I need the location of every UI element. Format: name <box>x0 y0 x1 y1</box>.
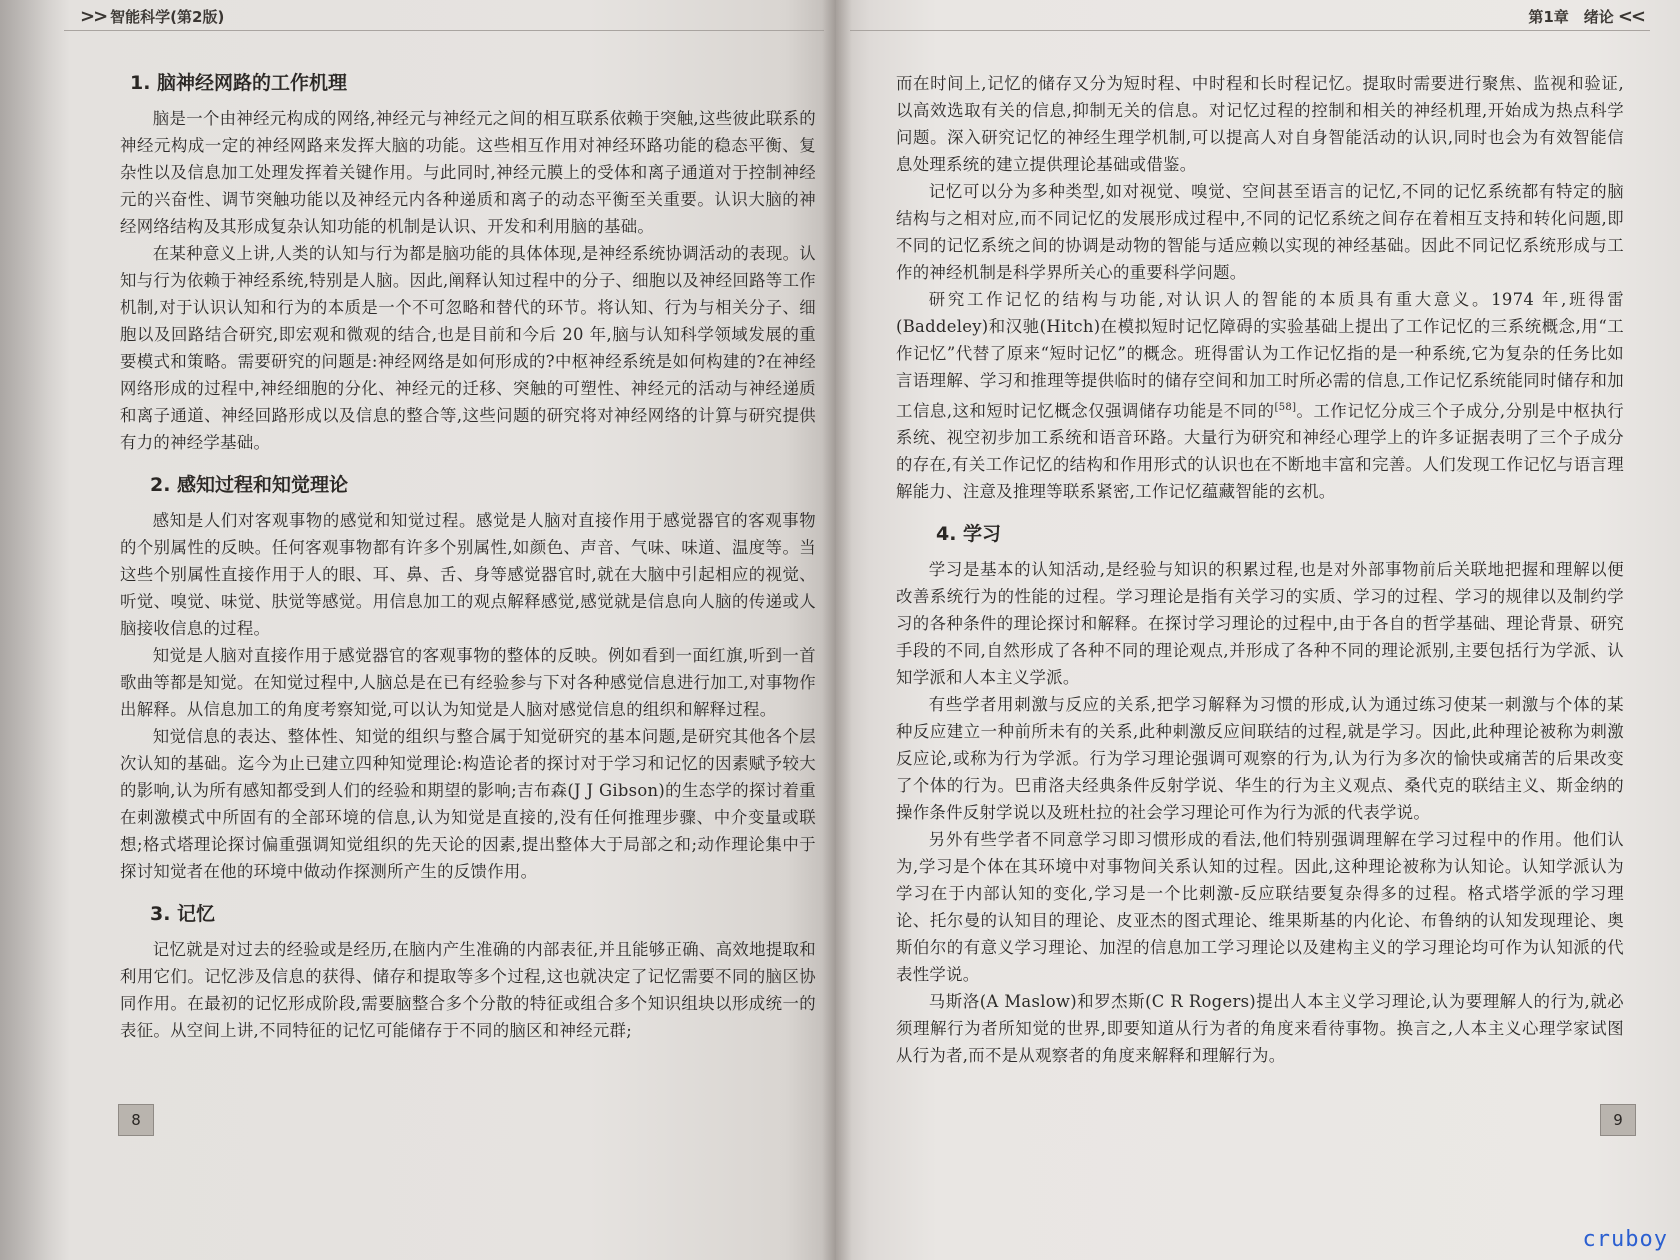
paragraph-text: 研究工作记忆的结构与功能,对认识人的智能的本质具有重大意义。1974 年,班得雷(Baddeley)和汉驰(Hitch)在模拟短时记忆障碍的实验基础上提出了工作记忆的三系统概念,用“工作记忆”代替了原来“短时记忆”的概念。班得雷认为工作记忆指的是一种系统,它为复杂的任务比如言语理解、学习和推理等提供临时的储存空间和加工时所必需的信息,工作记忆系统能同时储存和加工信息,这和短时记忆概念仅强调储存功能是不同的 <box>896 290 1624 421</box>
page-number: 9 <box>1600 1104 1636 1136</box>
paragraph: 而在时间上,记忆的储存又分为短时程、中时程和长时程记忆。提取时需要进行聚焦、监视和验证,以高效选取有关的信息,抑制无关的信息。对记忆过程的控制和相关的神经机理,开始成为热点科学问题。深入研究记忆的神经生理学机制,可以提高人对自身智能活动的认识,同时也会为有效智能信息处理系统的建立提供理论基础或借鉴。 <box>896 74 1624 174</box>
paragraph: 有些学者用刺激与反应的关系,把学习解释为习惯的形成,认为通过练习使某一刺激与个体的某种反应建立一种前所未有的关系,此种刺激反应间联结的过程,就是学习。因此,此种理论被称为刺激反应论,或称为行为学派。行为学习理论强调可观察的行为,认为行为多次的愉快或痛苦的后果改变了个体的行为。巴甫洛夫经典条件反射学说、华生的行为主义观点、桑代克的联结主义、斯金纳的操作条件反射学说以及班杜拉的社会学习理论可作为行为派的代表学说。 <box>896 695 1624 823</box>
paragraph: 知觉信息的表达、整体性、知觉的组织与整合属于知觉研究的基本问题,是研究其他各个层次认知的基础。迄今为止已建立四种知觉理论:构造论者的探讨对于学习和记忆的因素赋予较大的影响,认为所有感知都受到人们的经验和期望的影响;吉布森(J J Gibson)的生态学的探讨着重在刺激模式中所固有的全部环境的信息,认为知觉是直接的,没有任何推理步骤、中介变量或联想;格式塔理论探讨偏重强调知觉组织的先天论的因素,提出整体大于局部之和;动作理论集中于探讨知觉者在他的环境中做动作探测所产生的反馈作用。 <box>120 727 816 881</box>
chapter-title: 第1章 绪论 <box>1528 8 1614 26</box>
right-page <box>836 0 1680 1260</box>
section-heading-brain-networks: 1. 脑神经网路的工作机理 <box>130 72 348 94</box>
header-left-mark: >> <box>80 6 107 27</box>
header-rule <box>850 30 1650 31</box>
paragraph-text: 。工作记忆分成三个子成分,分别是中枢执行系统、视空初步加工系统和语音环路。大量行为研究和神经心理学上的许多证据表明了三个子成分的存在,有关工作记忆的结构和作用形式的认识也在不断地丰富和完善。人们发现工作记忆与语言理解能力、注意及推理等联系紧密,工作记忆蕴藏智能的玄机。 <box>896 401 1624 502</box>
citation-ref: [58] <box>1274 402 1297 413</box>
paragraph <box>896 286 1624 505</box>
section-heading-perception: 2. 感知过程和知觉理论 <box>150 474 349 496</box>
section-heading-learning: 4. 学习 <box>936 523 1002 546</box>
left-edge-shadow <box>0 0 70 1260</box>
paragraph: 知觉是人脑对直接作用于感觉器官的客观事物的整体的反映。例如看到一面红旗,听到一首歌曲等都是知觉。在知觉过程中,人脑总是在已有经验参与下对各种感觉信息进行加工,对事物作出解释。从信息加工的角度考察知觉,可以认为知觉是人脑对感觉信息的组织和解释过程。 <box>120 646 816 719</box>
paragraph: 脑是一个由神经元构成的网络,神经元与神经元之间的相互联系依赖于突触,这些彼此联系的神经元构成一定的神经网路来发挥大脑的功能。这些相互作用对神经环路功能的稳态平衡、复杂性以及信息加工处理发挥着关键作用。与此同时,神经元膜上的受体和离子通道对于控制神经元的兴奋性、调节突触功能以及神经元内各种递质和离子的动态平衡至关重要。认识大脑的神经网络结构及其形成复杂认知功能的机制是认识、开发和利用脑的基础。 <box>120 109 816 236</box>
running-header-left <box>76 6 224 27</box>
paragraph: 另外有些学者不同意学习即习惯形成的看法,他们特别强调理解在学习过程中的作用。他们认为,学习是个体在其环境中对事物间关系认知的过程。因此,这种理论被称为认知论。认知学派认为学习在于内部认知的变化,学习是一个比刺激-反应联结要复杂得多的过程。格式塔学派的学习理论、托尔曼的认知目的理论、皮亚杰的图式理论、维果斯基的内化论、布鲁纳的认知发现理论、奥斯伯尔的有意义学习理论、加涅的信息加工学习理论以及建构主义的学习理论均可作为认知派的代表性学说。 <box>896 830 1624 985</box>
paragraph: 感知是人们对客观事物的感觉和知觉过程。感觉是人脑对直接作用于感觉器官的客观事物的个别属性的反映。任何客观事物都有许多个别属性,如颜色、声音、气味、味道、温度等。当这些个别属性直接作用于人的眼、耳、鼻、舌、身等感觉器官时,就在大脑中引起相应的视觉、听觉、嗅觉、味觉、肤觉等感觉。用信息加工的观点解释感觉,感觉就是信息向人脑的传递或人脑接收信息的过程。 <box>120 511 816 638</box>
page-number: 8 <box>118 1104 154 1136</box>
book-title: 智能科学(第2版) <box>110 8 225 26</box>
running-header-right <box>1528 6 1648 27</box>
paragraph: 在某种意义上讲,人类的认知与行为都是脑功能的具体体现,是神经系统协调活动的表现。认知与行为依赖于神经系统,特别是人脑。因此,阐释认知过程中的分子、细胞以及神经回路等工作机制,对于认识认知和行为的本质是一个不可忽略和替代的环节。将认知、行为与相关分子、细胞以及回路结合研究,即宏观和微观的结合,也是目前和今后 20 年,脑与认知科学领域发展的重要模式和策略。需要研究的问题是:神经网络是如何形成的?中枢神经系统是如何构建的?在神经网络形成的过程中,神经细胞的分化、神经元的迁移、突触的可塑性、神经元的活动与神经递质和离子通道、神经回路形成以及信息的整合等,这些问题的研究将对神经网络的计算与研究提供有力的神经学基础。 <box>120 244 816 452</box>
header-rule <box>64 30 824 31</box>
header-right-mark: << <box>1617 6 1644 27</box>
section-heading-memory: 3. 记忆 <box>150 903 216 925</box>
paragraph: 马斯洛(A Maslow)和罗杰斯(C R Rogers)提出人本主义学习理论,认为要理解人的行为,就必须理解行为者所知觉的世界,即要知道从行为者的角度来看待事物。换言之,人本主义心理学家试图从行为者,而不是从观察者的角度来解释和理解行为。 <box>896 992 1624 1066</box>
paragraph: 学习是基本的认知活动,是经验与知识的积累过程,也是对外部事物前后关联地把握和理解以便改善系统行为的性能的过程。学习理论是指有关学习的实质、学习的过程、学习的规律以及制约学习的各种条件的理论探讨和解释。在探讨学习理论的过程中,由于各自的哲学基础、理论背景、研究手段的不同,自然形成了各种不同的理论观点,并形成了各种不同的理论派别,主要包括行为学派、认知学派和人本主义学派。 <box>896 560 1624 688</box>
paragraph: 记忆就是对过去的经验或是经历,在脑内产生准确的内部表征,并且能够正确、高效地提取和利用它们。记忆涉及信息的获得、储存和提取等多个过程,这也就决定了记忆需要不同的脑区协同作用。在最初的记忆形成阶段,需要脑整合多个分散的特征或组合多个知识组块以形成统一的表征。从空间上讲,不同特征的记忆可能储存于不同的脑区和神经元群; <box>120 940 816 1040</box>
paragraph: 记忆可以分为多种类型,如对视觉、嗅觉、空间甚至语言的记忆,不同的记忆系统都有特定的脑结构与之相对应,而不同记忆的发展形成过程中,不同的记忆系统之间存在着相互支持和转化问题,即不同的记忆系统之间的协调是动物的智能与适应赖以实现的神经基础。因此不同记忆系统形成与工作的神经机制是科学界所关心的重要科学问题。 <box>896 182 1624 282</box>
watermark: cruboy <box>1582 1227 1668 1252</box>
left-page <box>0 0 836 1260</box>
